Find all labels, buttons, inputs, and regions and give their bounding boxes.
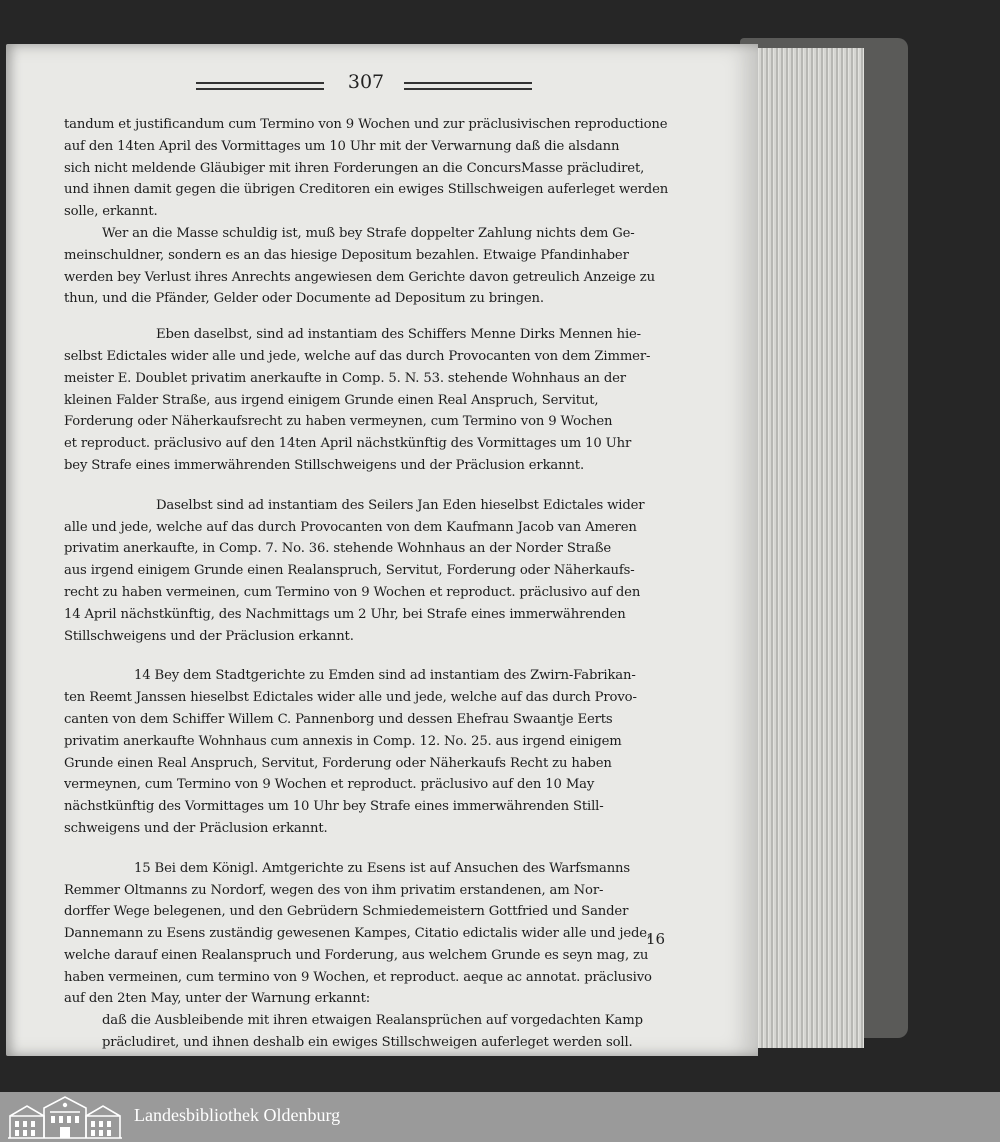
text-line: solle, erkannt.: [64, 204, 158, 220]
text-line: Daselbst sind ad instantiam des Seilers Jan Eden hieselbst Edictales wider: [156, 497, 645, 513]
text-line: vermeynen, cum Termino von 9 Wochen et reproduct. präclusivo auf den 10 May: [64, 777, 595, 793]
text-line: Stillschweigens und der Präclusion erkannt.: [64, 628, 354, 644]
text-line: Remmer Oltmanns zu Nordorf, wegen des von ihm privatim erstandenen, am Nor-: [64, 882, 604, 898]
header-rule-left: [196, 82, 324, 90]
library-footer: [0, 1092, 1000, 1142]
catchword: 16: [646, 930, 666, 948]
text-line: privatim anerkaufte Wohnhaus cum annexis in Comp. 12. No. 25. aus irgend einigem: [64, 733, 622, 749]
book-page: [6, 44, 758, 1056]
text-line: daß die Ausbleibende mit ihren etwaigen Realansprüchen auf vorgedachten Kamp: [102, 1013, 643, 1029]
page-edges: [752, 48, 864, 1048]
text-line: bey Strafe eines immerwährenden Stillschweigens und der Präclusion erkannt.: [64, 457, 584, 473]
text-line: meister E. Doublet privatim anerkaufte in Comp. 5. N. 53. stehende Wohnhaus an der: [64, 370, 626, 386]
text-line: recht zu haben vermeinen, cum Termino von 9 Wochen et reproduct. präclusivo auf den: [64, 584, 641, 600]
text-line: auf den 2ten May, unter der Warnung erkannt:: [64, 991, 371, 1007]
text-line: schweigens und der Präclusion erkannt.: [64, 820, 328, 836]
text-line: und ihnen damit gegen die übrigen Creditoren ein ewiges Stillschweigen auferleget werden: [64, 182, 669, 198]
text-line: kleinen Falder Straße, aus irgend einigem Grunde einen Real Anspruch, Servitut,: [64, 392, 599, 408]
page-header: [196, 71, 536, 98]
text-line: welche darauf einen Realanspruch und Forderung, aus welchem Grunde es seyn mag, zu: [64, 947, 649, 963]
text-line: meinschuldner, sondern es an das hiesige Depositum bezahlen. Etwaige Pfandinhaber: [64, 247, 629, 263]
text-line: Dannemann zu Esens zuständig gewesenen Kampes, Citatio edictalis wider alle und jede,: [64, 926, 651, 942]
page-body: [64, 114, 694, 1054]
paragraph-notice-mennen: [64, 324, 694, 477]
paragraph-notice-14: [64, 665, 694, 839]
text-line: thun, und die Pfänder, Gelder oder Documente ad Depositum zu bringen.: [64, 291, 544, 307]
text-line: alle und jede, welche auf das durch Provocanten von dem Kaufmann Jacob van Ameren: [64, 519, 637, 535]
paragraph-continuation: [64, 114, 694, 310]
text-line: präcludiret, und ihnen deshalb ein ewiges Stillschweigen auferleget werden soll.: [102, 1035, 633, 1051]
text-line: werden bey Verlust ihres Anrechts angewiesen dem Gerichte davon getreulich Anzeige zu: [64, 269, 655, 285]
text-line: aus irgend einigem Grunde einen Realanspruch, Servitut, Forderung oder Näherkaufs-: [64, 563, 635, 579]
text-line: auf den 14ten April des Vormittages um 10 Uhr mit der Verwarnung daß die alsdann: [64, 138, 620, 154]
text-line: Forderung oder Näherkaufsrecht zu haben vermeynen, cum Termino von 9 Wochen: [64, 414, 613, 430]
page-number: 307: [347, 71, 385, 93]
text-line: Wer an die Masse schuldig ist, muß bey Strafe doppelter Zahlung nichts dem Ge-: [102, 225, 635, 241]
text-line: canten von dem Schiffer Willem C. Pannenborg und dessen Ehefrau Swaantje Eerts: [64, 711, 613, 727]
text-line: 14 Bey dem Stadtgerichte zu Emden sind ad instantiam des Zwirn-Fabrikan-: [134, 668, 636, 684]
text-line: selbst Edictales wider alle und jede, welche auf das durch Provocanten von dem Zimmer-: [64, 348, 651, 364]
library-name: Landesbibliothek Oldenburg: [134, 1105, 341, 1125]
text-line: haben vermeinen, cum termino von 9 Wochen, et reproduct. aeque ac annotat. präclusivo: [64, 969, 652, 985]
text-line: 14 April nächstkünftig, des Nachmittags um 2 Uhr, bei Strafe eines immerwährenden: [64, 606, 626, 622]
paragraph-notice-15: [64, 858, 694, 1054]
text-line: tandum et justificandum cum Termino von 9 Wochen und zur präclusivischen reproductione: [64, 117, 668, 132]
header-rule-right: [404, 82, 532, 90]
text-line: et reproduct. präclusivo auf den 14ten April nächstkünftig des Vormittages um 10 Uhr: [64, 436, 632, 452]
text-line: Grunde einen Real Anspruch, Servitut, Forderung oder Näherkaufs Recht zu haben: [64, 755, 612, 771]
text-line: ten Reemt Janssen hieselbst Edictales wider alle und jede, welche auf das durch Provo-: [64, 690, 637, 706]
paragraph-notice-eden: [64, 495, 694, 648]
text-line: Eben daselbst, sind ad instantiam des Schiffers Menne Dirks Mennen hie-: [156, 327, 641, 343]
text-line: dorffer Wege belegenen, und den Gebrüdern Schmiedemeistern Gottfried und Sander: [64, 904, 629, 920]
text-line: 15 Bei dem Königl. Amtgerichte zu Esens ist auf Ansuchen des Warfsmanns: [134, 860, 631, 876]
text-line: privatim anerkaufte, in Comp. 7. No. 36. stehende Wohnhaus an der Norder Straße: [64, 541, 612, 557]
text-line: nächstkünftig des Vormittages um 10 Uhr bey Strafe eines immerwährenden Still-: [64, 799, 604, 815]
library-building-icon: [6, 1094, 124, 1140]
text-line: sich nicht meldende Gläubiger mit ihren Forderungen an die ConcursMasse präcludiret,: [64, 160, 645, 176]
